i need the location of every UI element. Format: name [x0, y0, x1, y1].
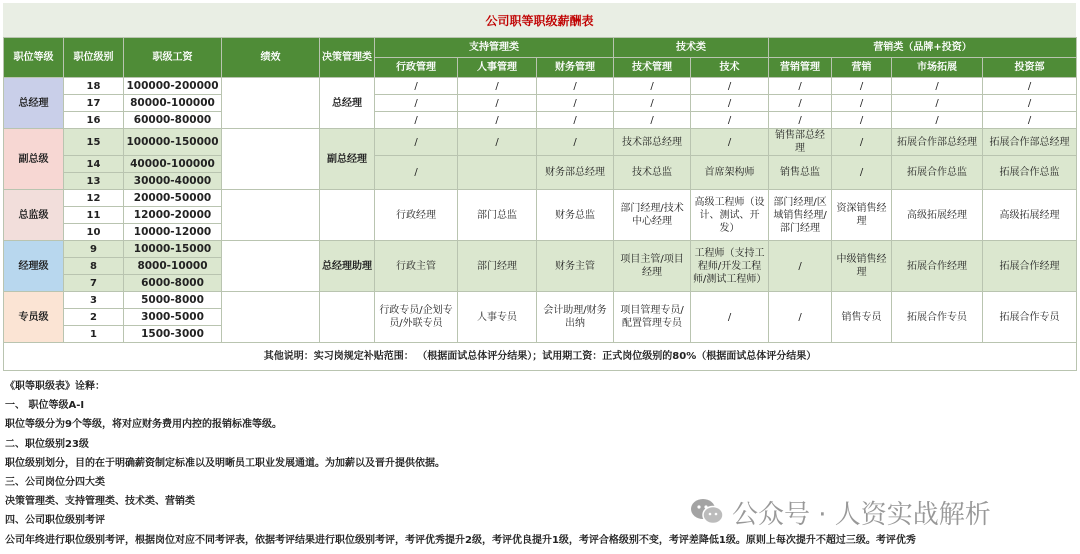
role-cell: 中级销售经理	[832, 241, 892, 292]
header-invest: 投资部	[983, 58, 1077, 78]
grade-cell: 1	[64, 326, 124, 343]
slash-cell: /	[375, 112, 458, 129]
role-cell: 拓展合作经理	[892, 241, 983, 292]
other-note: 其他说明：实习岗规定补贴范围： （根据面试总体评分结果）；试用期工资：正式岗位级别的80%（根据面试总体评分结果）	[4, 343, 1077, 371]
salary-cell: 80000-100000	[124, 95, 222, 112]
watermark-text: 公众号 · 人资实战解析	[732, 499, 991, 530]
performance-cell	[222, 78, 320, 129]
header-sales: 营销	[832, 58, 892, 78]
grade-cell: 14	[64, 156, 124, 173]
role-cell: 项目主管/项目经理	[614, 241, 691, 292]
salary-cell: 3000-5000	[124, 309, 222, 326]
table-row	[4, 156, 1077, 173]
slash-cell: /	[691, 78, 769, 95]
role-cell: 高级拓展经理	[983, 190, 1077, 241]
slash-cell: /	[769, 292, 832, 343]
note-line: 《职等职级表》诠释：	[5, 381, 105, 392]
header-tech-mgmt: 技术管理	[614, 58, 691, 78]
table-row	[4, 78, 1077, 95]
salary-cell: 10000-12000	[124, 224, 222, 241]
salary-cell: 1500-3000	[124, 326, 222, 343]
note-line: 二、职位级别23级	[5, 438, 89, 450]
performance-cell	[222, 292, 320, 343]
salary-cell: 40000-100000	[124, 156, 222, 173]
role-cell: 工程师（支持工程师/开发工程师/测试工程师）	[691, 241, 769, 292]
table-row	[4, 190, 1077, 207]
grade-cell: 7	[64, 275, 124, 292]
level-cell-vp: 副总级	[4, 129, 64, 190]
title-bar	[3, 3, 1076, 37]
salary-cell: 5000-8000	[124, 292, 222, 309]
grade-cell: 10	[64, 224, 124, 241]
level-cell-sp: 专员级	[4, 292, 64, 343]
salary-cell: 100000-150000	[124, 129, 222, 156]
header-group-tech: 技术类	[614, 38, 769, 58]
grade-cell: 17	[64, 95, 124, 112]
role-cell: 人事专员	[458, 292, 537, 343]
slash-cell: /	[832, 78, 892, 95]
note-line: 公司年终进行职位级别考评，根据岗位对应不同考评表，依据考评结果进行职位级别考评，考评优秀提升2级，考评优良提升1级，考评合格级别不变，考评差降低1级。原则上每次提升不超过三级。考评优秀	[5, 534, 916, 546]
role-cell: 拓展合作部总经理	[892, 129, 983, 156]
grade-cell: 12	[64, 190, 124, 207]
grade-cell: 18	[64, 78, 124, 95]
grade-cell: 9	[64, 241, 124, 258]
role-cell: 行政主管	[375, 241, 458, 292]
role-cell: 技术部总经理	[614, 129, 691, 156]
slash-cell: /	[537, 78, 614, 95]
slash-cell: /	[375, 129, 458, 156]
note-line: 三、公司岗位分四大类	[5, 476, 105, 488]
role-cell: 财务总监	[537, 190, 614, 241]
slash-cell: /	[691, 292, 769, 343]
slash-cell: /	[537, 129, 614, 156]
role-cell: 部门经理	[458, 241, 537, 292]
note-line: 一、 职位等级A-I	[5, 400, 85, 412]
slash-cell: /	[691, 112, 769, 129]
slash-cell: /	[832, 129, 892, 156]
header-grade: 职位级别	[64, 38, 124, 78]
role-cell: 会计助理/财务出纳	[537, 292, 614, 343]
grade-cell: 3	[64, 292, 124, 309]
slash-cell: /	[375, 156, 458, 190]
slash-cell: /	[769, 95, 832, 112]
role-cell: 行政经理	[375, 190, 458, 241]
watermark	[690, 492, 991, 532]
role-cell: 高级拓展经理	[892, 190, 983, 241]
header-performance: 绩效	[222, 38, 320, 78]
performance-cell	[222, 241, 320, 292]
role-cell: 资深销售经理	[832, 190, 892, 241]
table-row	[4, 241, 1077, 258]
salary-cell: 60000-80000	[124, 112, 222, 129]
role-cell: 部门经理/区域销售经理/部门经理	[769, 190, 832, 241]
table-row	[4, 95, 1077, 112]
grade-cell: 11	[64, 207, 124, 224]
role-cell: 拓展合作总监	[983, 156, 1077, 190]
performance-cell	[222, 190, 320, 241]
header-expand: 市场拓展	[892, 58, 983, 78]
table-row	[4, 129, 1077, 156]
note-line: 决策管理类、支持管理类、技术类、营销类	[5, 496, 195, 508]
slash-cell: /	[769, 241, 832, 292]
slash-cell: /	[983, 95, 1077, 112]
role-cell: 拓展合作总监	[892, 156, 983, 190]
level-cell-dir: 总监级	[4, 190, 64, 241]
slash-cell: /	[458, 112, 537, 129]
slash-cell: /	[983, 112, 1077, 129]
header-group-marketing: 营销类（品牌+投资）	[769, 38, 1077, 58]
role-cell: 行政专员/企划专员/外联专员	[375, 292, 458, 343]
slash-cell: /	[691, 129, 769, 156]
grade-cell: 15	[64, 129, 124, 156]
role-cell: 高级工程师（设计、测试、开发）	[691, 190, 769, 241]
role-cell: 销售专员	[832, 292, 892, 343]
grade-cell: 13	[64, 173, 124, 190]
grade-cell: 2	[64, 309, 124, 326]
grade-cell: 16	[64, 112, 124, 129]
grade-cell: 8	[64, 258, 124, 275]
slash-cell: /	[614, 95, 691, 112]
role-cell: 财务部总经理	[537, 156, 614, 190]
decision-cell-vp: 副总经理	[320, 129, 375, 190]
decision-cell-gm: 总经理	[320, 78, 375, 129]
slash-cell: /	[458, 95, 537, 112]
salary-cell: 20000-50000	[124, 190, 222, 207]
slash-cell: /	[769, 112, 832, 129]
slash-cell: /	[458, 129, 537, 156]
slash-cell: /	[691, 95, 769, 112]
header-hr: 人事管理	[458, 58, 537, 78]
header-salary: 职级工资	[124, 38, 222, 78]
role-cell: 拓展合作专员	[983, 292, 1077, 343]
slash-cell: /	[769, 78, 832, 95]
slash-cell: /	[375, 95, 458, 112]
salary-cell: 100000-200000	[124, 78, 222, 95]
slash-cell: /	[832, 112, 892, 129]
role-cell: 销售部总经理	[769, 129, 832, 156]
page-title: 公司职等职级薪酬表	[485, 13, 594, 28]
slash-cell: /	[537, 95, 614, 112]
role-cell: 拓展合作专员	[892, 292, 983, 343]
role-cell: 拓展合作部总经理	[983, 129, 1077, 156]
role-cell: 技术总监	[614, 156, 691, 190]
salary-cell: 12000-20000	[124, 207, 222, 224]
performance-cell	[222, 129, 320, 190]
salary-cell: 30000-40000	[124, 173, 222, 190]
slash-cell: /	[892, 78, 983, 95]
role-cell: 拓展合作经理	[983, 241, 1077, 292]
slash-cell: /	[892, 112, 983, 129]
note-line: 四、公司职位级别考评	[5, 515, 105, 527]
table-row	[4, 112, 1077, 129]
other-note-row	[4, 343, 1077, 371]
table-row	[4, 292, 1077, 309]
note-line: 职位级别划分，目的在于明确薪资制定标准以及明晰员工职业发展通道。为加薪以及晋升提供依据。	[5, 457, 445, 469]
salary-table	[3, 37, 1077, 371]
header-mkt-mgmt: 营销管理	[769, 58, 832, 78]
role-cell: 部门总监	[458, 190, 537, 241]
header-admin: 行政管理	[375, 58, 458, 78]
slash-cell: /	[458, 78, 537, 95]
decision-cell-dir	[320, 190, 375, 241]
role-cell: 首席架构师	[691, 156, 769, 190]
slash-cell: /	[537, 112, 614, 129]
slash-cell: /	[375, 78, 458, 95]
slash-cell: /	[892, 95, 983, 112]
header-finance: 财务管理	[537, 58, 614, 78]
slash-cell: /	[614, 112, 691, 129]
header-level: 职位等级	[4, 38, 64, 78]
empty-cell	[458, 156, 537, 190]
header-group-support: 支持管理类	[375, 38, 614, 58]
role-cell: 销售总监	[769, 156, 832, 190]
salary-cell: 6000-8000	[124, 275, 222, 292]
role-cell: 部门经理/技术中心经理	[614, 190, 691, 241]
decision-cell-mgr: 总经理助理	[320, 241, 375, 292]
salary-cell: 8000-10000	[124, 258, 222, 275]
level-cell-mgr: 经理级	[4, 241, 64, 292]
slash-cell: /	[614, 78, 691, 95]
level-cell-gm: 总经理	[4, 78, 64, 129]
decision-cell-sp	[320, 292, 375, 343]
header-decision: 决策管理类	[320, 38, 375, 78]
slash-cell: /	[983, 78, 1077, 95]
role-cell: 项目管理专员/配置管理专员	[614, 292, 691, 343]
header-tech: 技术	[691, 58, 769, 78]
salary-cell: 10000-15000	[124, 241, 222, 258]
slash-cell: /	[832, 156, 892, 190]
note-line: 职位等级分为9个等级，将对应财务费用内控的报销标准等级。	[5, 419, 282, 431]
role-cell: 财务主管	[537, 241, 614, 292]
slash-cell: /	[832, 95, 892, 112]
wechat-icon	[690, 497, 724, 527]
